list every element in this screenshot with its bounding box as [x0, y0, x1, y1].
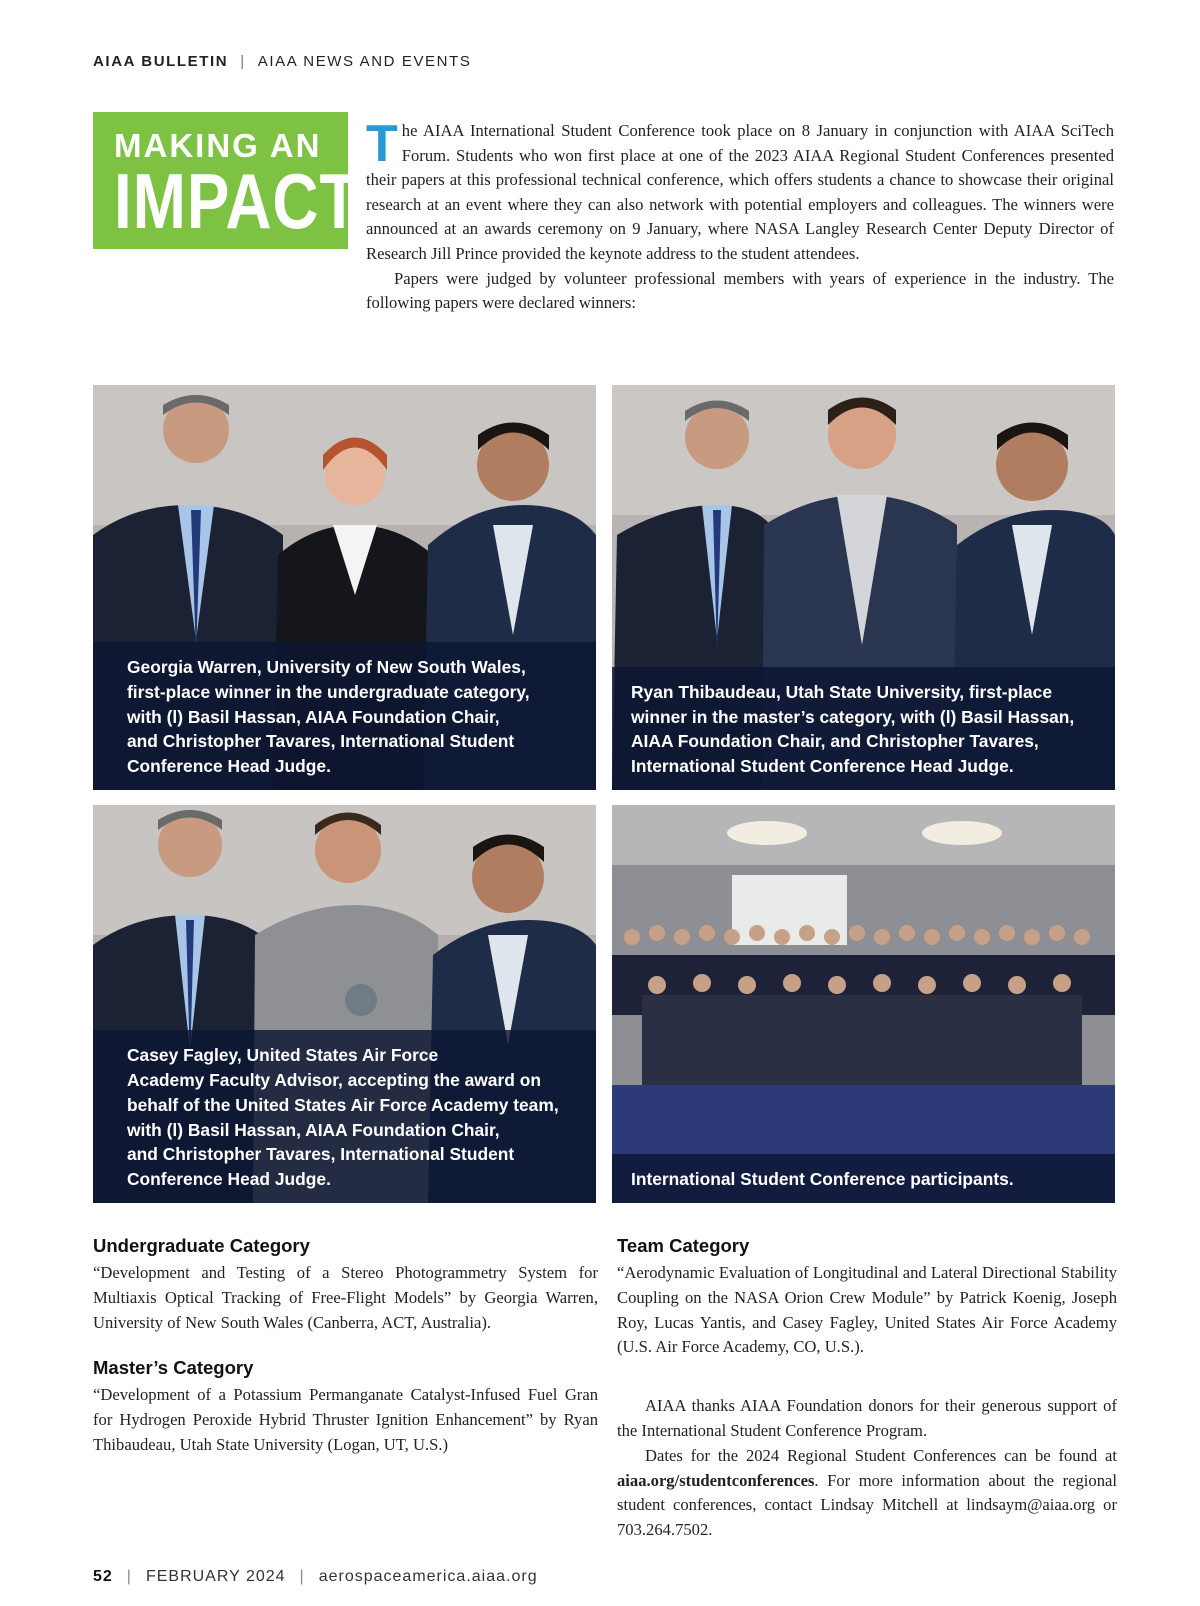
dates-text-post: . For more information about the regional student conferences, contact Lindsay Mitchell at lindsaym@aiaa.org or 703.264.7502. [617, 1470, 1117, 1540]
page-number: 52 [93, 1568, 113, 1585]
categories-right-column [617, 1235, 1117, 1543]
undergraduate-category-body: “Development and Testing of a Stereo Photogrammetry System for Multiaxis Optical Tracking of Free-Flight Models” by Georgia Warren, University of New South Wales (Canberra, ACT, Australia). [93, 1263, 598, 1332]
publication-name: AIAA BULLETIN [93, 53, 229, 70]
badge-line1: MAKING AN [114, 127, 322, 164]
team-category-body: “Aerodynamic Evaluation of Longitudinal and Lateral Directional Stability Coupling on the NASA Orion Crew Module” by Patrick Koenig, Joseph Roy, Lucas Yantis, and Casey Fagley, United States Air Force Academy (U.S. Air Force Academy, CO, U.S.). [617, 1263, 1117, 1357]
making-an-impact-badge [93, 112, 360, 249]
intro-paragraph-2: Papers were judged by volunteer professional members with years of experience in the industry. The following papers were declared winners: [366, 268, 1114, 313]
photo-image [612, 805, 1115, 1203]
thanks-paragraph: AIAA thanks AIAA Foundation donors for their generous support of the International Student Conference Program. [617, 1396, 1117, 1440]
photo-team-winner [93, 805, 596, 1203]
masters-category-body: “Development of a Potassium Permanganate Catalyst-Infused Fuel Gran for Hydrogen Peroxide Hybrid Thruster Ignition Enhancement” by Ryan Thibaudeau, Utah State University (Logan, UT, U.S.) [93, 1385, 598, 1454]
photo-caption: International Student Conference participants. [612, 1154, 1115, 1203]
photo-caption: Casey Fagley, United States Air Force Academy Faculty Advisor, accepting the award on behalf of the United States Air Force Academy team, with (l) Basil Hassan, AIAA Foundation Chair, and Christopher Tavares, International Student Conference Head Judge. [93, 1030, 596, 1203]
team-category-title: Team Category [617, 1235, 750, 1256]
intro-paragraph-1-text: he AIAA International Student Conference took place on 8 January in conjunction with AIAA SciTech Forum. Students who won first place at one of the 2023 AIAA Regional Student Conferences presented their papers at this professional technical conference, which offers students a chance to showcase their original research at an event where they can also network with potential employers and colleagues. The winners were announced at an awards ceremony on 9 January, where NASA Langley Research Center Deputy Director of Research Jill Prince provided the keynote address to the student attendees. [366, 121, 1114, 263]
dates-paragraph [617, 1444, 1117, 1543]
page-footer [93, 1568, 538, 1586]
photo-caption: Georgia Warren, University of New South Wales, first-place winner in the undergraduate category, with (l) Basil Hassan, AIAA Foundation Chair, and Christopher Tavares, International Student Conference Head Judge. [93, 642, 596, 790]
intro-text [366, 115, 1114, 316]
photo-masters-winner [612, 385, 1115, 790]
header-separator: | [240, 53, 246, 70]
website-url[interactable]: aerospaceamerica.aiaa.org [318, 1568, 538, 1585]
photo-caption: Ryan Thibaudeau, Utah State University, first-place winner in the master’s category, with (l) Basil Hassan, AIAA Foundation Chair, and Christopher Tavares, International Student Conference Head Judge. [612, 667, 1115, 790]
issue-date: FEBRUARY 2024 [145, 1568, 286, 1585]
undergraduate-category-title: Undergraduate Category [93, 1235, 310, 1256]
photo-undergraduate-winner [93, 385, 596, 790]
running-header [93, 53, 471, 70]
drop-cap: T [366, 115, 398, 173]
masters-category-title: Master’s Category [93, 1357, 254, 1379]
student-conferences-link[interactable]: aiaa.org/studentconferences [617, 1470, 815, 1490]
categories-left-column [93, 1235, 598, 1458]
badge-line2: IMPACT [114, 157, 360, 245]
photo-participants [612, 805, 1115, 1203]
intro-paragraph-1 [366, 115, 1114, 267]
dates-text-pre: Dates for the 2024 Regional Student Conferences can be found at [645, 1445, 1117, 1465]
footer-separator: | [299, 1568, 305, 1585]
footer-separator: | [126, 1568, 132, 1585]
section-name: AIAA NEWS AND EVENTS [257, 53, 472, 70]
